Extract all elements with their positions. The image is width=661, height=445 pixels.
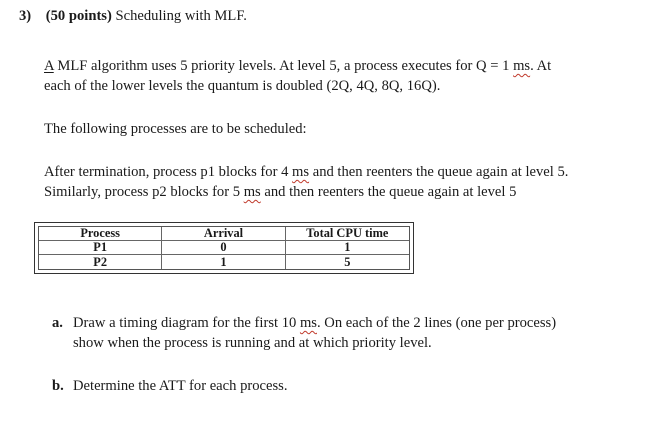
- table-header-arrival: Arrival: [162, 227, 285, 241]
- spell-ms-1: ms: [513, 58, 531, 74]
- table-header-process: Process: [39, 227, 162, 241]
- table-cell: 0: [162, 241, 285, 255]
- part-b-label: b.: [52, 378, 64, 394]
- part-a-label: a.: [52, 315, 63, 331]
- table-header-cpu-time: Total CPU time: [286, 227, 409, 241]
- para1-line1: [44, 58, 551, 75]
- question-heading: [19, 8, 247, 25]
- para3-line1-end: and then reenters the queue again at level 5.: [309, 164, 569, 180]
- para3-line1-text: After termination, process p1 blocks for 4: [44, 164, 293, 180]
- para3-line1: [44, 164, 568, 181]
- spell-ms-4: ms: [299, 315, 317, 331]
- para1-line1-text: MLF algorithm uses 5 priority levels. At level 5, a process executes for Q = 1: [53, 58, 514, 74]
- table-cell: 1: [162, 255, 285, 269]
- process-table-grid: [38, 226, 410, 270]
- part-b-line1: Determine the ATT for each process.: [73, 378, 288, 394]
- table-cell: 5: [344, 254, 351, 269]
- spell-ms-2: ms: [292, 164, 310, 180]
- para1-line2: each of the lower levels the quantum is doubled (2Q, 4Q, 8Q, 16Q).: [44, 78, 441, 94]
- table-cell: P2: [39, 255, 162, 269]
- para3-line2-text: Similarly, process p2 blocks for 5: [44, 184, 244, 200]
- process-table: [34, 222, 414, 274]
- part-a-line2: show when the process is running and at which priority level.: [73, 335, 432, 351]
- para2-line1: The following processes are to be scheduled:: [44, 121, 307, 137]
- para1-first-letter: A: [44, 58, 54, 74]
- part-a-line1-text: Draw a timing diagram for the first 10: [73, 315, 300, 331]
- spell-ms-3: ms: [243, 184, 261, 200]
- question-points: (50 points): [45, 8, 112, 24]
- table-cell: 1: [286, 241, 409, 255]
- part-a-line1: [73, 315, 556, 332]
- para3-line2-end: and then reenters the queue again at level 5: [260, 184, 517, 200]
- para1-line1-end: . At: [530, 58, 552, 74]
- question-title: Scheduling with MLF.: [115, 8, 247, 24]
- question-number: 3): [19, 8, 32, 24]
- table-cell: P1: [39, 241, 162, 255]
- part-a-line1-end: . On each of the 2 lines (one per process): [316, 315, 557, 331]
- para3-line2: [44, 184, 516, 201]
